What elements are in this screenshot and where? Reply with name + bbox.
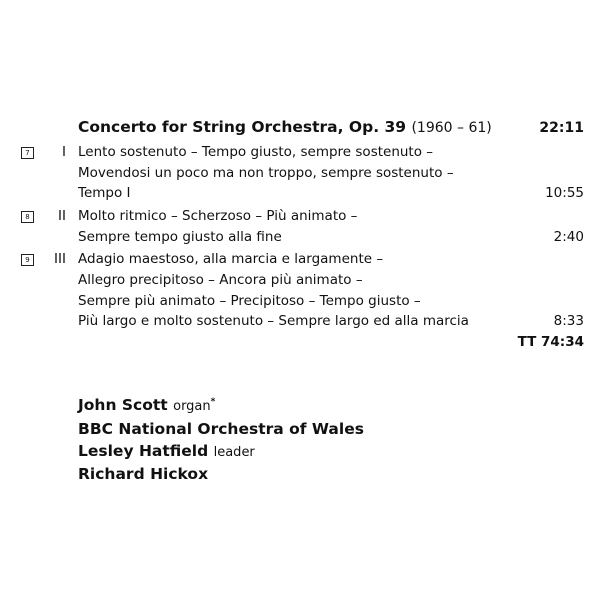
work-title: [78, 118, 492, 136]
performer-role: organ: [173, 399, 211, 414]
total-timing: TT 74:34: [517, 334, 584, 350]
performer-orchestra: [78, 420, 364, 438]
movement-numeral: III: [54, 251, 66, 267]
work-title-text: Concerto for String Orchestra, Op. 39: [78, 118, 407, 136]
movement-duration: 10:55: [545, 185, 584, 201]
track-number-box: 7: [21, 147, 34, 159]
movement-numeral: II: [58, 208, 66, 224]
movement-line: Molto ritmico – Scherzoso – Più animato –: [78, 208, 358, 224]
movement-duration: 8:33: [553, 313, 584, 329]
movement-line: Più largo e molto sostenuto – Sempre largo ed alla marcia: [78, 313, 469, 329]
performer-role: leader: [213, 445, 255, 460]
track-number-box: 8: [21, 211, 34, 223]
movement-line: Movendosi un poco ma non troppo, sempre sostenuto –: [78, 165, 454, 181]
movement-line: Sempre tempo giusto alla fine: [78, 229, 282, 245]
work-duration: 22:11: [539, 120, 584, 136]
work-dates: (1960 – 61): [411, 120, 492, 136]
movement-line: Adagio maestoso, alla marcia e largamente –: [78, 251, 384, 267]
performer-conductor: [78, 465, 208, 483]
movement-numeral: I: [62, 144, 66, 160]
movement-line: Sempre più animato – Precipitoso – Tempo giusto –: [78, 293, 421, 309]
performer-organist: [78, 396, 215, 414]
movement-line: Lento sostenuto – Tempo giusto, sempre sostenuto –: [78, 144, 434, 160]
footnote-mark: *: [210, 396, 216, 407]
movement-line: Tempo I: [78, 185, 131, 201]
performer-name: BBC National Orchestra of Wales: [78, 420, 364, 438]
performer-name: Lesley Hatfield: [78, 442, 209, 460]
movement-duration: 2:40: [553, 229, 584, 245]
performer-name: Richard Hickox: [78, 465, 209, 483]
track-number-box: 9: [21, 254, 34, 266]
movement-line: Allegro precipitoso – Ancora più animato –: [78, 272, 363, 288]
performer-name: John Scott: [78, 396, 168, 414]
performer-leader: [78, 442, 255, 460]
